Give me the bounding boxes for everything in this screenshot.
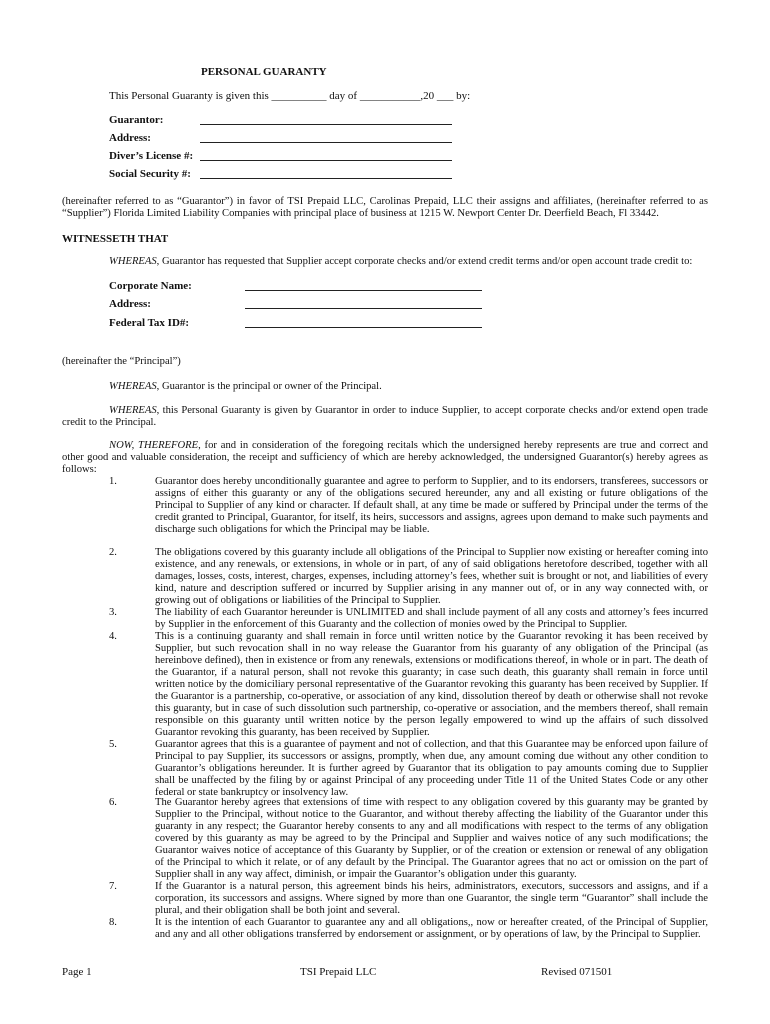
whereas-lead: WHEREAS	[109, 381, 157, 392]
item-number: 7.	[109, 881, 117, 892]
whereas-text: , Guarantor is the principal or owner of the Principal.	[156, 381, 382, 392]
corporate-name-label: Corporate Name:	[109, 280, 192, 292]
whereas-text: , Guarantor has requested that Supplier accept corporate checks and/or extend credit terms and/or open account trade credit to:	[156, 256, 693, 267]
item-text: The Guarantor hereby agrees that extensions of time with respect to any obligation covered by this guaranty may be granted by Supplier to the Principal, without notice to the Guarantor, and without thereby affecting the liability of the Guarantor under this guaranty in any respect; the Guarantor hereby consents to any and all modifications with respect to the terms of any obligation covered by this guaranty as may be agreed to by the Principal and Supplier and waives notice of any such modifications; the Guarantor waives notice of acceptance of this Guaranty by Supplier, or of the creation or extension or renewal of any obligation of the Principal to which it relate, or of any default by the Principal. The Guarantor agrees that no act or omission on the part of Supplier shall in any way affect, diminish, or impair the Guarantor’s obligation under this guaranty.	[155, 797, 708, 880]
guarantor-label: Guarantor:	[109, 114, 164, 126]
item-number: 8.	[109, 917, 117, 928]
guarantor-field[interactable]	[200, 124, 452, 125]
item-text: The liability of each Guarantor hereunder is UNLIMITED and shall include payment of all any costs and attorney’s fees incurred by Supplier in the enforcement of this Guaranty and the collection of monies owed by the Principal to Supplier.	[155, 607, 708, 630]
corporate-name-field[interactable]	[245, 290, 482, 291]
item-text: This is a continuing guaranty and shall remain in force until written notice by the Guarantor revoking it has been received by Supplier, but such revocation shall in no way release the Guarantor from his guaranty of any obligation of the Principal (as hereinbove defined), then in existence or from any renewals, extensions or modifications thereof, in whole or in part. The death of the Guarantor, if a natural person, shall not revoke this guaranty; in case such death, this guaranty shall remain in force until written notice by the domiciliary personal representative of the Guarantor revoking this guaranty has been received by Supplier. If the Guarantor is a partnership, co-operative, or association of any kind, dissolution thereof by death or otherwise shall not revoke this guaranty, but in case of such dissolution such partnership, co-operative or association, and the members thereof, shall remain responsible on this guaranty until written notice by the person legally empowered to wind up the affairs of such dissolved Guarantor revoking this guaranty, has been received by Supplier.	[155, 631, 708, 738]
whereas-lead: WHEREAS	[109, 256, 157, 267]
whereas-paragraph-2	[109, 381, 709, 393]
footer-company: TSI Prepaid LLC	[300, 966, 377, 978]
federal-tax-id-field[interactable]	[245, 327, 482, 328]
social-security-label: Social Security #:	[109, 168, 191, 180]
now-therefore-paragraph	[62, 440, 708, 476]
item-text: Guarantor agrees that this is a guarantee of payment and not of collection, and that this Guarantee may be enforced upon failure of Principal to pay Supplier, its successors or assigns, promptly, when due, any amount coming due without any other condition to Guarantor’s obligations hereunder. It is further agreed by Guarantor that its obligation to pay amounts coming due to Supplier shall be unaffected by the filing by or against Principal of any proceeding under Title 11 of the United States Code or any other federal or state bankruptcy or insolvency law.	[155, 739, 708, 798]
whereas-text: , this Personal Guaranty is given by Guarantor in order to induce Supplier, to accept corporate checks and/or extend open trade credit to the Principal.	[62, 405, 708, 428]
witnesseth-heading: WITNESSETH THAT	[62, 233, 169, 245]
footer-revised: Revised 071501	[541, 966, 613, 978]
item-number: 6.	[109, 797, 117, 808]
drivers-license-field[interactable]	[200, 160, 452, 161]
now-therefore-text: , for and in consideration of the foregoing recitals which the undersigned hereby represents are true and correct and other good and valuable consideration, the receipt and sufficiency of which are hereby acknowledged, the undersigned Guarantor(s) hereby agrees as follows:	[62, 440, 708, 475]
document-title: PERSONAL GUARANTY	[201, 66, 327, 78]
principal-address-field[interactable]	[245, 308, 482, 309]
whereas-lead: WHEREAS	[109, 405, 157, 416]
guarantor-address-label: Address:	[109, 132, 151, 144]
social-security-field[interactable]	[200, 178, 452, 179]
item-number: 2.	[109, 547, 117, 558]
federal-tax-id-label: Federal Tax ID#:	[109, 317, 190, 329]
item-text: If the Guarantor is a natural person, this agreement binds his heirs, administrators, executors, successors and assigns, and if a corporation, its successors and assigns. Where signed by more than one Guarantor, the single term “Guarantor” shall include the plural, and their obligation shall be both joint and several.	[155, 881, 708, 916]
given-line: This Personal Guaranty is given this __________ day of ___________,20 ___ by:	[109, 90, 471, 102]
hereinafter-guarantor-paragraph: (hereinafter referred to as “Guarantor”) in favor of TSI Prepaid LLC, Carolinas Prepaid, LLC their assigns and affiliates, (hereinafter referred to as “Supplier”) Florida Limited Liability Companies with principal place of business at 1215 W. Newport Center Dr. Deerfield Beach, Fl 33442.	[62, 196, 708, 219]
item-text: It is the intention of each Guarantor to guarantee any and all obligations,, now or hereafter created, of the Principal of Supplier, and any and all other obligations transferred by endorsement or assignment, or by operations of law, by the Principal to Supplier.	[155, 917, 708, 940]
item-number: 3.	[109, 607, 117, 618]
hereinafter-principal: (hereinafter the “Principal”)	[62, 356, 181, 367]
whereas-paragraph-3	[62, 405, 708, 429]
item-text: The obligations covered by this guaranty include all obligations of the Principal to Supplier now existing or hereafter coming into existence, and any renewals, or extensions, in whole or in part, of any of said obligations heretofore described, together with all damages, losses, costs, interest, charges, expenses, including attorney’s fees, whether suit is brought or not, and liabilities of every kind, nature and description suffered or incurred by Supplier arising in any manner out of, or in any way connected with, or growing out of obligations or liabilities of the Principal to Supplier.	[155, 547, 708, 606]
whereas-paragraph-1	[109, 256, 709, 268]
now-therefore-lead: NOW, THEREFORE	[109, 440, 199, 451]
guarantor-address-field[interactable]	[200, 142, 452, 143]
drivers-license-label: Diver’s License #:	[109, 150, 194, 162]
item-number: 5.	[109, 739, 117, 750]
item-text: Guarantor does hereby unconditionally guarantee and agree to perform to Supplier, and to its endorsers, transferees, successors or assigns of either this guaranty or any of the obligations secured hereunder, any and all existing or future obligations of the Principal to Supplier of any kind or character. If default shall, at any time be made or suffered by Principal under the terms of the credit granted to Principal, Guarantor, for itself, its heirs, successors and assigns, agrees upon demand to make such payments and discharge such obligations for which the Principal may be liable.	[155, 476, 708, 535]
item-number: 1.	[109, 476, 117, 487]
footer-page-number: Page 1	[62, 966, 92, 978]
principal-address-label: Address:	[109, 298, 151, 310]
item-number: 4.	[109, 631, 117, 642]
